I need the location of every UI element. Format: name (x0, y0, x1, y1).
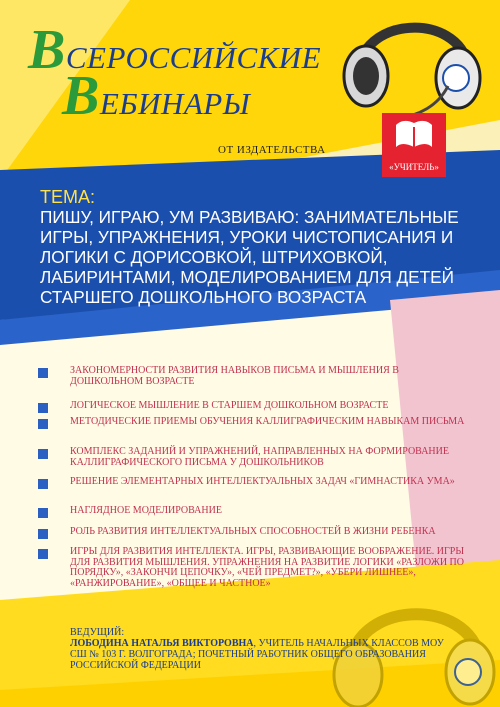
topic-text: МЕТОДИЧЕСКИЕ ПРИЕМЫ ОБУЧЕНИЯ КАЛЛИГРАФИЧЕСКИМ НАВЫКАМ ПИСЬМА (70, 416, 465, 427)
bullet-square-icon (38, 508, 48, 518)
topic-text: РОЛЬ РАЗВИТИЯ ИНТЕЛЛЕКТУАЛЬНЫХ СПОСОБНОСТЕЙ В ЖИЗНИ РЕБЕНКА (70, 526, 436, 537)
bullet-square-icon (38, 449, 48, 459)
bullet-square-icon (38, 368, 48, 378)
publisher-logo (382, 113, 446, 177)
topic-text: НАГЛЯДНОЕ МОДЕЛИРОВАНИЕ (70, 505, 222, 516)
theme-label: ТЕМА: (40, 187, 96, 207)
topic-text: КОМПЛЕКС ЗАДАНИЙ И УПРАЖНЕНИЙ, НАПРАВЛЕННЫХ НА ФОРМИРОВАНИЕ КАЛЛИГРАФИЧЕСКОГО ПИСЬМА У ДОШКОЛЬНИКОВ (70, 446, 449, 468)
title-cap-1: В (28, 19, 66, 81)
presenter-details: , УЧИТЕЛЬ НАЧАЛЬНЫХ КЛАССОВ МОУ СШ № 103 Г. ВОЛГОГРАДА; ПОЧЕТНЫЙ РАБОТНИК ОБЩЕГО ОБРАЗОВАНИЯ РОССИЙСКОЙ ФЕДЕРАЦИИ (70, 638, 444, 671)
presenter-info (70, 638, 460, 671)
title-rest-1: СЕРОССИЙСКИЕ (65, 40, 322, 75)
topic-text: ИГРЫ ДЛЯ РАЗВИТИЯ ИНТЕЛЛЕКТА. ИГРЫ, РАЗВИВАЮЩИЕ ВООБРАЖЕНИЕ. ИГРЫ ДЛЯ РАЗВИТИЯ МЫШЛЕНИЯ. УПРАЖНЕНИЯ НА РАЗВИТИЕ ЛОГИКИ «РАЗЛОЖИ ПО ПОРЯДКУ», «ЗАКОНЧИ ЦЕПОЧКУ», «ЧЕЙ ПРЕДМЕТ?», «УБЕРИ ЛИШНЕЕ», «РАНЖИРОВАНИЕ», «ОБЩЕЕ И ЧАСТНОЕ» (70, 546, 465, 589)
topic-text: РЕШЕНИЕ ЭЛЕМЕНТАРНЫХ ИНТЕЛЛЕКТУАЛЬНЫХ ЗАДАЧ «ГИМНАСТИКА УМА» (70, 476, 455, 487)
logo-text: «УЧИТЕЛЬ» (389, 162, 439, 172)
bullet-square-icon (38, 479, 48, 489)
presenter-name: ЛОБОДИНА НАТАЛЬЯ ВИКТОРОВНА (70, 638, 254, 649)
topic-text: ЗАКОНОМЕРНОСТИ РАЗВИТИЯ НАВЫКОВ ПИСЬМА И МЫШЛЕНИЯ В ДОШКОЛЬНОМ ВОЗРАСТЕ (70, 365, 399, 387)
bullet-square-icon (38, 403, 48, 413)
title-rest-2: ЕБИНАРЫ (99, 86, 251, 121)
headset-icon (338, 6, 488, 126)
title-line-2 (62, 65, 251, 127)
from-publisher-text: ОТ ИЗДАТЕЛЬСТВА (218, 144, 326, 156)
presenter-block (70, 627, 460, 671)
bullet-square-icon (38, 549, 48, 559)
book-icon (382, 113, 446, 157)
bullet-square-icon (38, 419, 48, 429)
title-cap-2: В (62, 65, 100, 127)
theme-text: ПИШУ, ИГРАЮ, УМ РАЗВИВАЮ: ЗАНИМАТЕЛЬНЫЕ ИГРЫ, УПРАЖНЕНИЯ, УРОКИ ЧИСТОПИСАНИЯ И ЛОГИКИ С ДОРИСОВКОЙ, ШТРИХОВКОЙ, ЛАБИРИНТАМИ, МОДЕЛИРОВАНИЕМ ДЛЯ ДЕТЕЙ СТАРШЕГО ДОШКОЛЬНОГО ВОЗРАСТА (40, 207, 459, 307)
presenter-label: ВЕДУЩИЙ: (70, 627, 125, 638)
topic-text: ЛОГИЧЕСКОЕ МЫШЛЕНИЕ В СТАРШЕМ ДОШКОЛЬНОМ ВОЗРАСТЕ (70, 400, 389, 411)
bullet-square-icon (38, 529, 48, 539)
